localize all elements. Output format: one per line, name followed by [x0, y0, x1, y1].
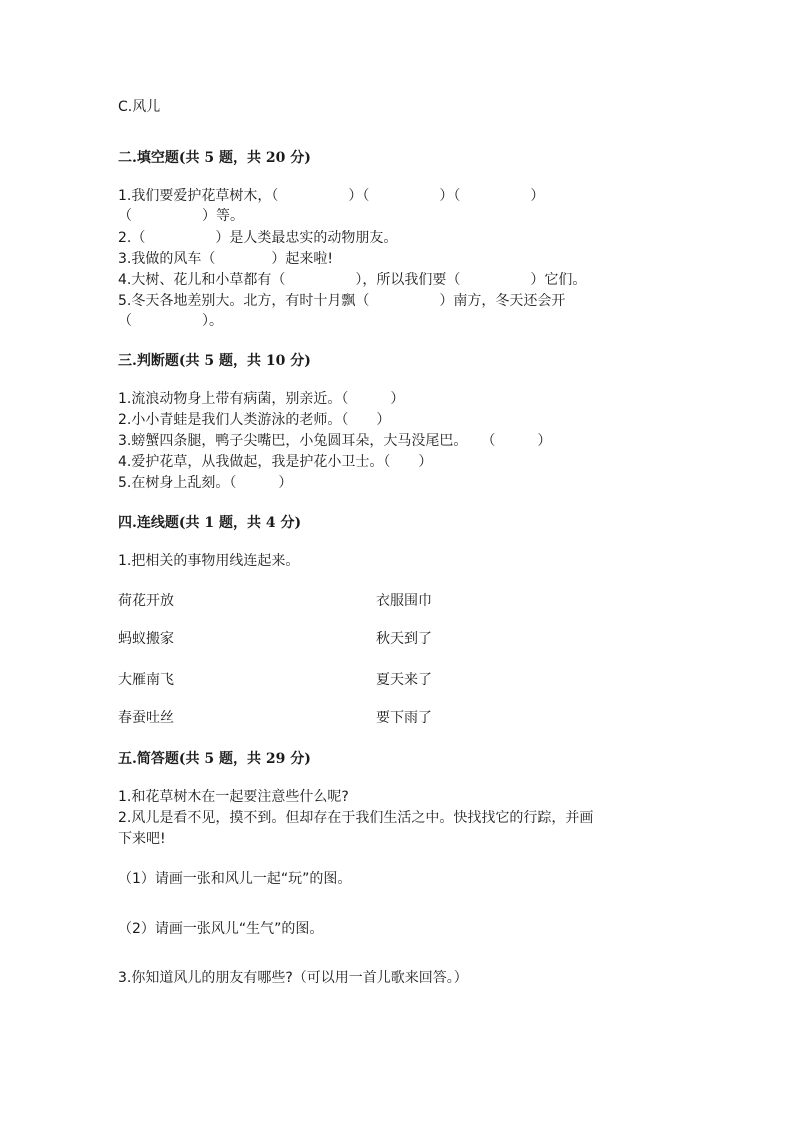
- judge-question-2: 2.小小青蛙是我们人类游泳的老师。（ ）: [118, 412, 391, 428]
- fill-question-1: 1.我们要爱护花草树木，（ ）（ ）（ ）: [118, 188, 545, 204]
- short-question-2-cont: 下来吧!: [118, 831, 166, 847]
- judge-question-3: 3.螃蟹四条腿，鸭子尖嘴巴，小兔圆耳朵，大马没尾巴。 （ ）: [118, 433, 552, 449]
- section-3-heading: 三.判断题(共 5 题，共 10 分): [118, 353, 311, 369]
- short-question-3: 3.你知道风儿的朋友有哪些?（可以用一首儿歌来回答。）: [118, 970, 468, 986]
- match-left-item: 春蚕吐丝: [118, 710, 174, 726]
- match-left-item: 荷花开放: [118, 593, 174, 609]
- short-question-1: 1.和花草树木在一起要注意些什么呢?: [118, 789, 349, 805]
- section-4-heading: 四.连线题(共 1 题，共 4 分): [118, 515, 302, 531]
- fill-question-4: 4.大树、花儿和小草都有（ ），所以我们要（ ）它们。: [118, 272, 587, 288]
- short-question-2: 2.风儿是看不见，摸不到。但却存在于我们生活之中。快找找它的行踪，并画: [118, 810, 594, 826]
- short-question-2-sub-2: （2）请画一张风儿“生气”的图。: [118, 921, 324, 937]
- match-left-item: 大雁南飞: [118, 672, 174, 688]
- fill-question-3: 3.我做的风车（ ）起来啦!: [118, 251, 333, 267]
- match-right-item: 夏天来了: [376, 672, 432, 688]
- match-right-item: 秋天到了: [376, 631, 432, 647]
- section-2-heading: 二.填空题(共 5 题，共 20 分): [118, 150, 311, 166]
- match-right-item: 要下雨了: [376, 710, 432, 726]
- fill-question-1-cont: （ ）等。: [118, 208, 244, 224]
- short-question-2-sub-1: （1）请画一张和风儿一起“玩”的图。: [118, 871, 352, 887]
- match-left-item: 蚂蚁搬家: [118, 631, 174, 647]
- fill-question-5-cont: （ ）。: [118, 313, 223, 329]
- option-c: C.风儿: [118, 99, 161, 115]
- match-question: 1.把相关的事物用线连起来。: [118, 553, 300, 569]
- match-right-item: 衣服围巾: [376, 593, 432, 609]
- judge-question-5: 5.在树身上乱刻。（ ）: [118, 475, 293, 491]
- fill-question-5: 5.冬天各地差别大。北方，有时十月飘（ ）南方，冬天还会开: [118, 293, 566, 309]
- judge-question-4: 4.爱护花草，从我做起，我是护花小卫士。（ ）: [118, 454, 433, 470]
- judge-question-1: 1.流浪动物身上带有病菌，别亲近。（ ）: [118, 391, 405, 407]
- section-5-heading: 五.简答题(共 5 题，共 29 分): [118, 751, 311, 767]
- fill-question-2: 2.（ ）是人类最忠实的动物朋友。: [118, 230, 398, 246]
